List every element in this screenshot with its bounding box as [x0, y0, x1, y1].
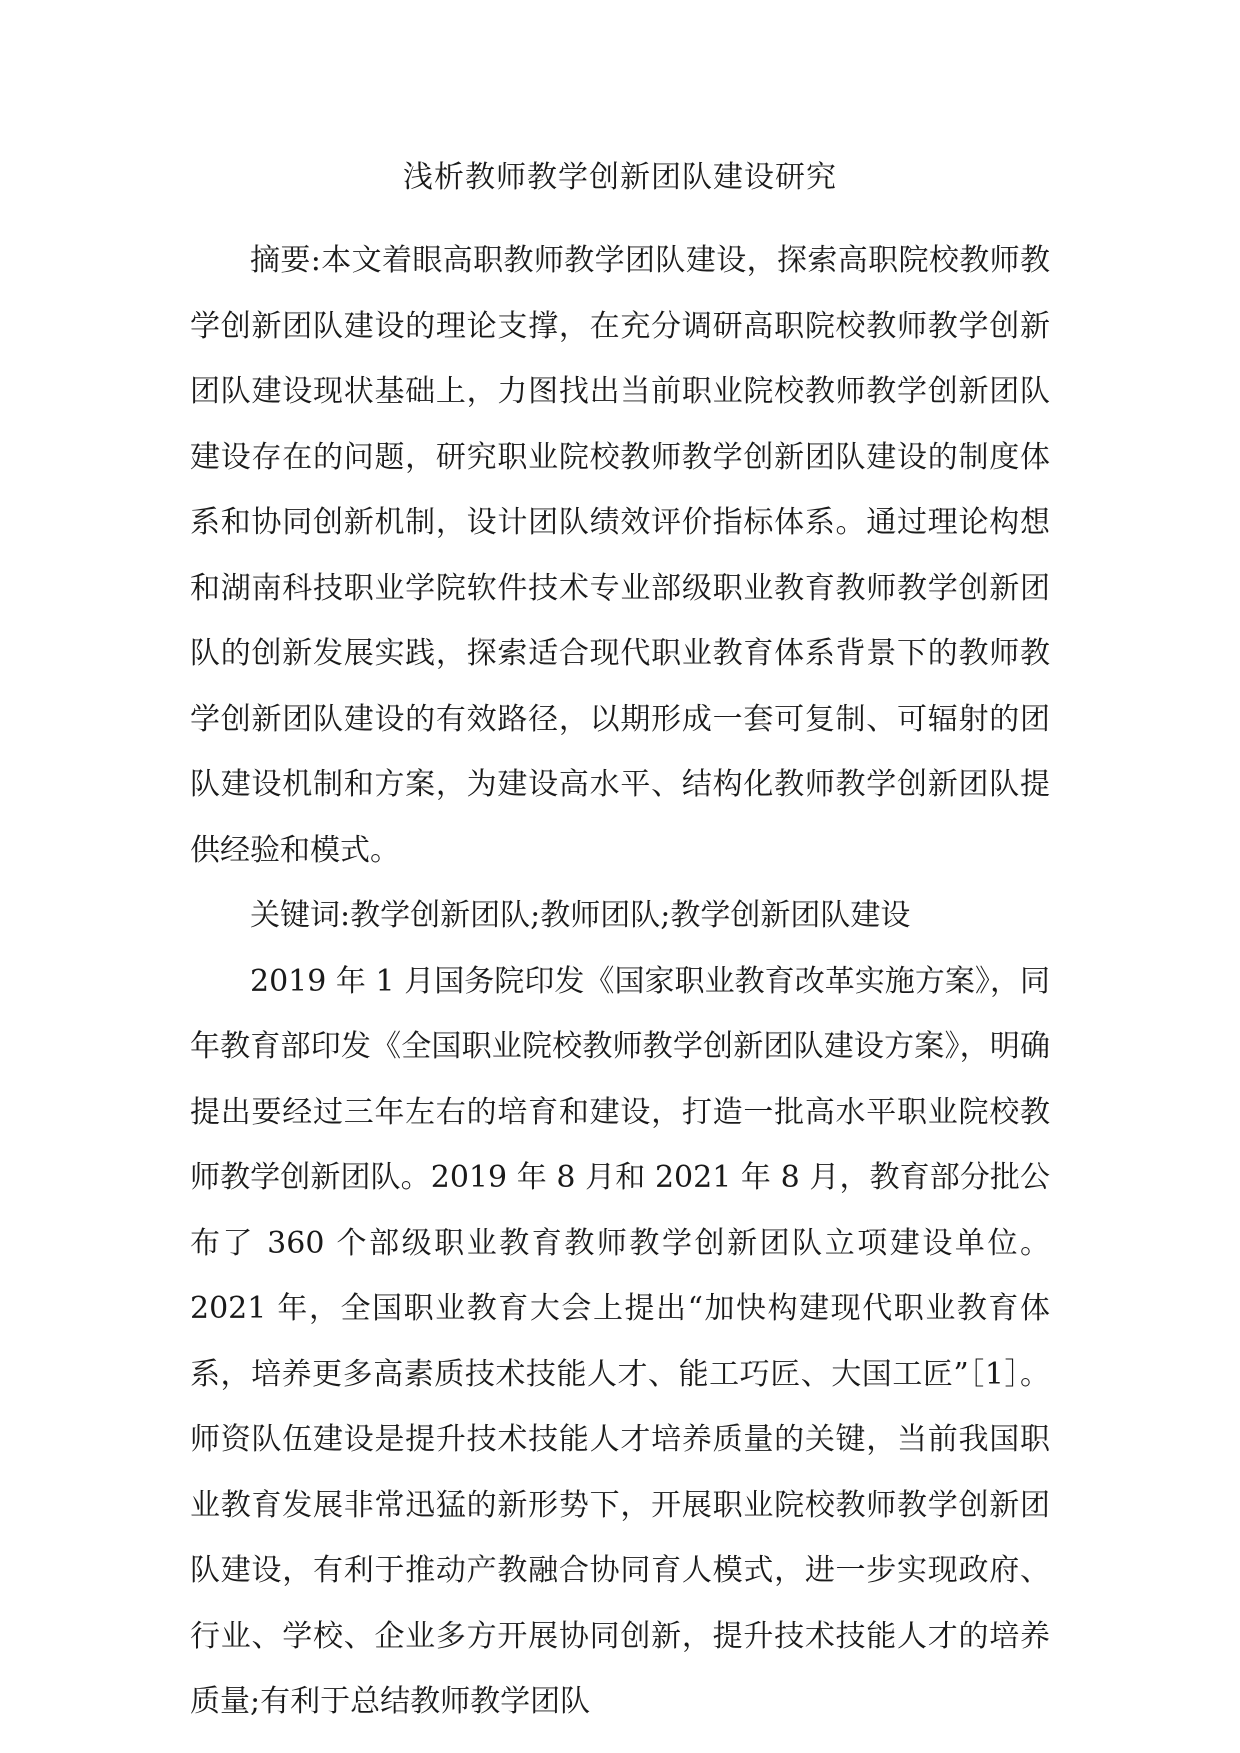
document-title: 浅析教师教学创新团队建设研究 [403, 160, 837, 195]
body-paragraph: 2019 年 1 月国务院印发《国家职业教育改革实施方案》，同年教育部印发《全国职业院校教师教学创新团队建设方案》，明确提出要经过三年左右的培育和建设，打造一批高水平职业院校教师教学创新团队。2019 年 8 月和 2021 年 8 月，教育部分批公布了 360 个部级职业教育教师教学创新团队立项建设单位。2021 年，全国职业教育大会上提出“加快构建现代职业教育体系，培养更多高素质技术技能人才、能工巧匠、大国工匠”［1］。师资队伍建设是提升技术技能人才培养质量的关键，当前我国职业教育发展非常迅猛的新形势下，开展职业院校教师教学创新团队建设，有利于推动产教融合协同育人模式，进一步实现政府、行业、学校、企业多方开展协同创新，提升技术技能人才的培养质量;有利于总结教师教学团队 [190, 963, 1050, 1719]
keywords-paragraph: 关键词:教学创新团队;教师团队;教学创新团队建设 [250, 898, 911, 933]
document-body [190, 228, 1050, 1735]
abstract-paragraph: 摘要:本文着眼高职教师教学团队建设，探索高职院校教师教学创新团队建设的理论支撑，在充分调研高职院校教师教学创新团队建设现状基础上，力图找出当前职业院校教师教学创新团队建设存在的问题，研究职业院校教师教学创新团队建设的制度体系和协同创新机制，设计团队绩效评价指标体系。通过理论构想和湖南科技职业学院软件技术专业部级职业教育教师教学创新团队的创新发展实践，探索适合现代职业教育体系背景下的教师教学创新团队建设的有效路径，以期形成一套可复制、可辐射的团队建设机制和方案，为建设高水平、结构化教师教学创新团队提供经验和模式。 [190, 243, 1050, 868]
